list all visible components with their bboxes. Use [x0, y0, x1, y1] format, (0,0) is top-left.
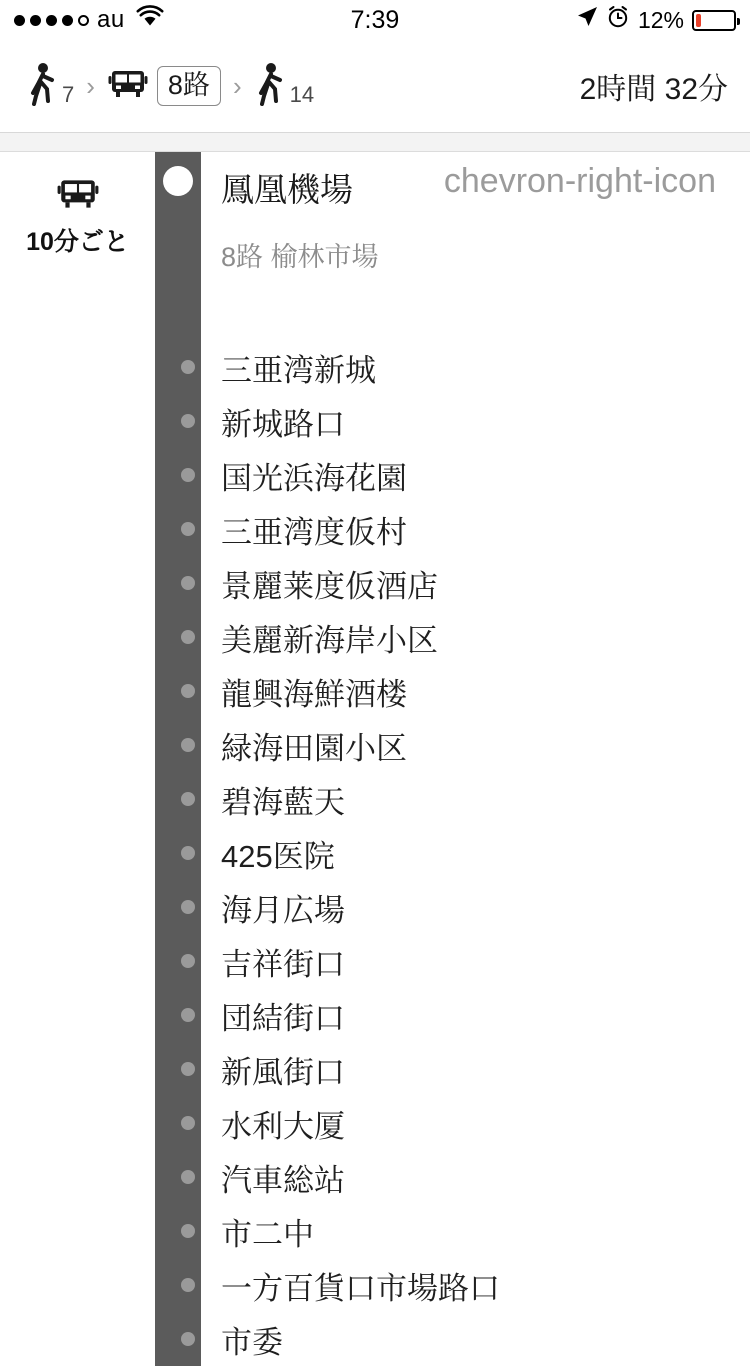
- route-steps: [26, 62, 314, 111]
- stop-name: 水利大厦: [221, 1108, 345, 1144]
- stop-name: 汽車総站: [221, 1162, 345, 1198]
- stop-name: 緑海田園小区: [221, 730, 407, 766]
- stop-dot-icon: [181, 1170, 195, 1184]
- stop-dot-icon: [181, 1278, 195, 1292]
- stop-name: 吉祥街口: [221, 946, 345, 982]
- stop-name: 碧海藍天: [221, 784, 345, 820]
- walk-step-2: [254, 62, 314, 111]
- battery-fill: [696, 14, 701, 27]
- walk-minutes-2: 14: [289, 81, 315, 107]
- leg-info-column: [0, 152, 155, 1366]
- stop-dot-icon: [181, 792, 195, 806]
- list-item[interactable]: [221, 1312, 750, 1366]
- bus-line-badge: 8路: [157, 66, 221, 106]
- stop-name: 三亜湾新城: [221, 352, 376, 388]
- route-chevron-1: ›: [86, 70, 95, 101]
- status-bar: [0, 0, 750, 40]
- section-divider: [0, 133, 750, 152]
- stop-dot-icon: [181, 1332, 195, 1346]
- list-item[interactable]: [221, 934, 750, 988]
- stop-dot-icon: [181, 1008, 195, 1022]
- origin-stop-row[interactable]: [221, 152, 750, 302]
- stop-dot-icon: [181, 360, 195, 374]
- stop-dot-icon: [181, 468, 195, 482]
- list-item[interactable]: [221, 880, 750, 934]
- stop-dot-icon: [181, 1224, 195, 1238]
- frequency-label: 10分ごと: [26, 228, 129, 256]
- stop-name: 団結街口: [221, 1000, 345, 1036]
- stop-dot-icon: [181, 954, 195, 968]
- battery-icon: [692, 10, 736, 31]
- stop-dot-icon: [181, 738, 195, 752]
- stop-dot-icon: [181, 522, 195, 536]
- bus-step: [107, 66, 221, 106]
- chevron-right-icon[interactable]: chevron-right-icon: [443, 162, 716, 200]
- bus-icon: [107, 67, 149, 106]
- stop-name: 国光浜海花園: [221, 460, 407, 496]
- list-item[interactable]: [221, 556, 750, 610]
- origin-stop-name: 鳳凰機場: [221, 171, 353, 208]
- list-item[interactable]: [221, 340, 750, 394]
- list-item[interactable]: [221, 1258, 750, 1312]
- stop-name: 景麗莱度仮酒店: [221, 568, 438, 604]
- stop-name: 市委: [221, 1324, 283, 1360]
- route-chevron-2: ›: [232, 70, 242, 101]
- stop-dot-icon: [181, 630, 195, 644]
- stop-dot-icon: [181, 1116, 195, 1130]
- stop-dot-icon: [181, 900, 195, 914]
- stop-name: 市二中: [221, 1216, 314, 1252]
- stop-name: 海月広場: [221, 892, 345, 928]
- list-item[interactable]: [221, 448, 750, 502]
- route-timeline: [155, 152, 201, 1366]
- transit-leg-detail: [0, 152, 750, 1366]
- stop-name: 一方百貨口市場路口: [221, 1270, 500, 1306]
- list-item[interactable]: [221, 394, 750, 448]
- stop-name: 三亜湾度仮村: [221, 514, 407, 550]
- origin-node-marker: [163, 166, 193, 196]
- list-item[interactable]: [221, 772, 750, 826]
- bus-icon: [0, 172, 155, 216]
- battery-percent-label: 12%: [637, 6, 684, 33]
- list-item[interactable]: [221, 502, 750, 556]
- stop-list-spacer: [221, 302, 750, 340]
- total-duration-label: 2時間 32分: [579, 73, 728, 106]
- walk-minutes-1: 7: [62, 81, 75, 107]
- clock-label: 7:39: [350, 5, 400, 34]
- stop-name: 龍興海鮮酒楼: [221, 676, 407, 712]
- stop-name: 新城路口: [221, 406, 345, 442]
- walk-step-1: [26, 62, 74, 111]
- route-summary-header[interactable]: [0, 40, 750, 133]
- list-item[interactable]: [221, 988, 750, 1042]
- walking-person-icon: [26, 62, 60, 111]
- stop-name: 425医院: [221, 838, 335, 874]
- list-item[interactable]: [221, 610, 750, 664]
- walking-person-icon: [254, 62, 288, 111]
- list-item[interactable]: [221, 718, 750, 772]
- list-item[interactable]: [221, 1204, 750, 1258]
- list-item[interactable]: [221, 664, 750, 718]
- list-item[interactable]: [221, 826, 750, 880]
- stop-dot-icon: [181, 1062, 195, 1076]
- list-item[interactable]: [221, 1096, 750, 1150]
- stop-name: 新風街口: [221, 1054, 345, 1090]
- carrier-label: au: [97, 6, 125, 33]
- list-item[interactable]: [221, 1150, 750, 1204]
- stop-list: [201, 152, 750, 1366]
- stop-dot-icon: [181, 414, 195, 428]
- stop-dot-icon: [181, 684, 195, 698]
- stop-name: 美麗新海岸小区: [221, 622, 438, 658]
- list-item[interactable]: [221, 1042, 750, 1096]
- stop-dot-icon: [181, 846, 195, 860]
- stop-dot-icon: [181, 576, 195, 590]
- line-destination-label: 8路 榆林市場: [221, 242, 379, 272]
